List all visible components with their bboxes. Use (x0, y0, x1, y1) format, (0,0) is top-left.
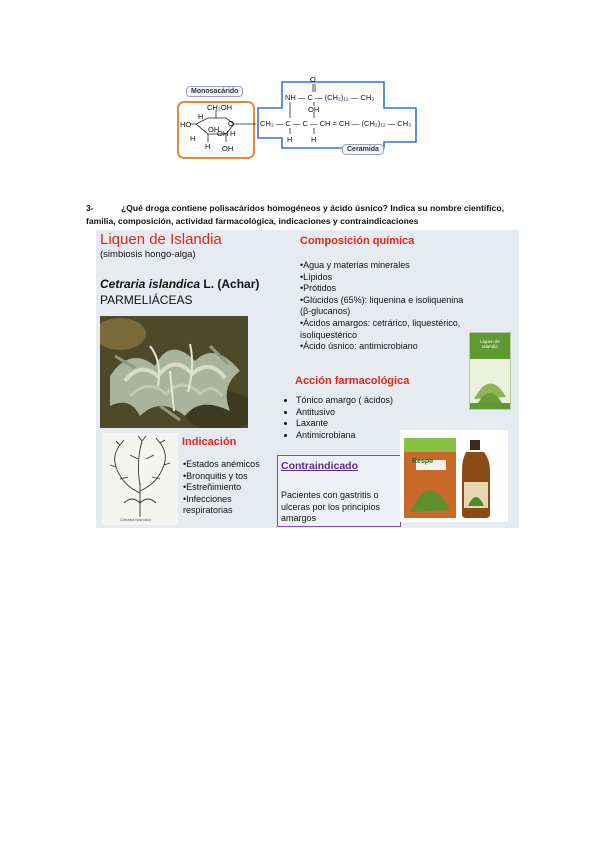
action-heading: Acción farmacológica (295, 375, 410, 387)
action-item: • Antimicrobiana (296, 430, 393, 442)
indication-item: respiratorias (183, 505, 233, 516)
indication-list (183, 459, 260, 517)
composition-item: •Agua y materias minerales (300, 260, 410, 270)
drawing-caption: Cetraria islandica (120, 517, 151, 522)
glucosylceramide-diagram (172, 75, 422, 162)
indication-item: •Estreñimiento (183, 482, 242, 493)
action-item: • Tónico amargo ( ácidos) (296, 395, 393, 407)
slide-title: Liquen de Islandia (100, 231, 222, 248)
composition-item: •Prótidos (300, 283, 337, 294)
contraindication-text (281, 490, 380, 525)
ring-label: H (230, 129, 236, 138)
ring-label: HO (180, 120, 192, 129)
contraindication-box (277, 455, 401, 527)
family-name: PARMELIÁCEAS (100, 293, 193, 307)
chain-h: H (311, 135, 317, 144)
lichen-photo (100, 316, 248, 428)
ring-label: H (190, 134, 196, 143)
slide-subtitle: (simbiosis hongo-alga) (100, 249, 196, 260)
action-item: • Laxante (296, 418, 393, 430)
scientific-name-italic: Cetraria islandica (100, 277, 201, 291)
product-box-text: Liquen de Islandia (480, 339, 500, 349)
ring-ch2oh: CH₂OH (207, 103, 232, 112)
composition-list (300, 260, 463, 353)
action-list (283, 395, 393, 441)
composition-item: •Ácidos amargos: cetrárico, liquestérico, (300, 317, 461, 328)
contraindication-line: Pacientes con gastritis o (281, 490, 379, 500)
ring-label: H (198, 112, 204, 121)
ring-label: O (228, 119, 234, 128)
composition-item: •Ácido úsnico: antimicrobiano (300, 341, 418, 352)
ring-label: H (205, 142, 211, 151)
contraindication-line: ulceras por los principios (281, 501, 381, 512)
composition-item: •Lípidos (300, 271, 333, 282)
ring-label: OH (208, 125, 220, 134)
syrup-jar-text: Respir (412, 458, 434, 465)
hydroxyl: OH (308, 105, 320, 114)
composition-item: (β-glucanos) (300, 306, 351, 317)
question-text: ¿Qué droga contiene polisacáridos homogéneos y ácido úsnico? Indica su nombre científico, familia, composición, actividad farmacológica, indicaciones y contraindicaciones (86, 203, 504, 226)
ceramide-label: Ceramida (342, 144, 384, 155)
product-box-image (469, 332, 511, 410)
monosaccharide-label: Monosacárido (186, 86, 243, 97)
syrup-products-image (400, 430, 508, 522)
indication-heading: Indicación (182, 436, 237, 448)
contraindication-line: amargos (281, 513, 317, 524)
scientific-name (100, 277, 259, 291)
indication-item: •Estados anémicos (183, 459, 260, 469)
ring-label: OH (217, 129, 229, 138)
chain-h: H (287, 135, 293, 144)
question-3 (86, 202, 506, 228)
composition-item: •Glúcidos (65%): liquenina e isoliquenina (300, 294, 464, 305)
composition-heading: Composición química (300, 235, 415, 247)
scientific-author: L. (Achar) (200, 277, 260, 291)
ring-label: OH (222, 144, 234, 153)
lichen-slide (96, 230, 519, 528)
action-item: • Antitusivo (296, 407, 393, 419)
sphingosine-chain: CH₂ — C — C — CH = CH — (CH₂)₁₂ — CH₃ (260, 119, 412, 128)
question-number: 3- (86, 203, 94, 213)
composition-item: isoliquestérico (300, 329, 358, 340)
contraindication-heading: Contraindicado (281, 460, 359, 472)
amide-chain: NH — C — (CH₂)₁₂ — CH₃ (285, 93, 375, 102)
carbonyl-o: O (310, 75, 316, 84)
botanical-drawing (102, 433, 178, 525)
indication-item: •Bronquitis y tos (183, 470, 248, 481)
indication-item: •Infecciones (183, 493, 232, 504)
